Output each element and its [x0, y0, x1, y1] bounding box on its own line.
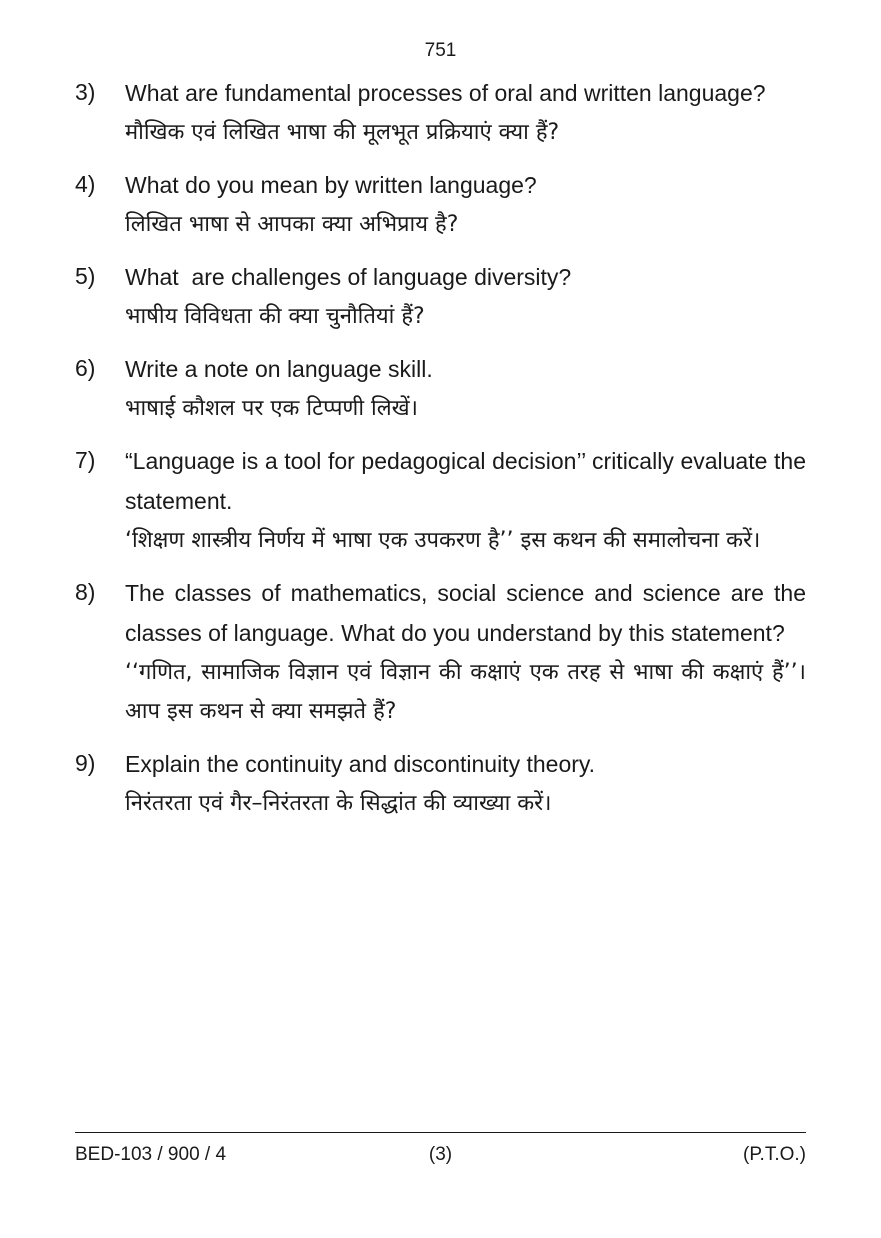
question-text-english: Write a note on language skill.: [125, 356, 433, 382]
question-number: 3): [75, 79, 96, 105]
question-text-hindi: लिखित भाषा से आपका क्या अभिप्राय है?: [125, 212, 459, 237]
question-text-english: “Language is a tool for pedagogical decision’’ critically evaluate the statement.: [125, 448, 813, 514]
page-footer: [75, 1143, 806, 1167]
question-body: [125, 573, 813, 731]
question-text-hindi: ‘‘गणित, सामाजिक विज्ञान एवं विज्ञान की कक्षाएं एक तरह से भाषा की कक्षाएं हैं’’। आप इस कथन से क्या समझते हैं?: [125, 660, 806, 724]
question-number: 4): [75, 171, 96, 197]
question-number: 8): [75, 579, 96, 605]
question-number: 9): [75, 750, 96, 776]
footer-divider: [75, 1132, 806, 1133]
question-text-hindi: भाषाई कौशल पर एक टिप्पणी लिखें।: [125, 396, 418, 421]
question-text-hindi: भाषीय विविधता की क्या चुनौतियां हैं?: [125, 304, 425, 329]
question-text-hindi: मौखिक एवं लिखित भाषा की मूलभूत प्रक्रियाएं क्या हैं?: [125, 120, 560, 145]
question-text-english: What are challenges of language diversity?: [125, 264, 572, 290]
sheet-number: (3): [428, 1144, 453, 1165]
question-text-english: Explain the continuity and discontinuity theory.: [125, 751, 596, 777]
question-text-english: The classes of mathematics, social science and science are the classes of language. What do you understand by this statement?: [125, 580, 813, 646]
question-text-english: What are fundamental processes of oral and written language?: [125, 80, 766, 106]
question-text-english: What do you mean by written language?: [125, 172, 537, 198]
question-body: [125, 349, 806, 428]
question-number: 6): [75, 355, 96, 381]
question-item: [75, 744, 806, 823]
question-body: [125, 165, 806, 244]
question-list: [75, 73, 813, 836]
paper-code: BED-103 / 900 / 4: [75, 1144, 227, 1165]
question-number: 7): [75, 447, 96, 473]
question-item: [75, 257, 806, 336]
question-item: [75, 349, 806, 428]
question-item: [75, 73, 806, 152]
question-body: [125, 744, 806, 823]
page-number: 751: [424, 40, 457, 61]
question-body: [125, 257, 806, 336]
question-body: [125, 441, 813, 560]
question-number: 5): [75, 263, 96, 289]
question-text-hindi: निरंतरता एवं गैर–निरंतरता के सिद्धांत की व्याख्या करें।: [125, 791, 552, 816]
question-body: [125, 73, 806, 152]
question-item: [75, 165, 806, 244]
question-text-hindi: ‘शिक्षण शास्त्रीय निर्णय में भाषा एक उपकरण है’’ इस कथन की समालोचना करें।: [125, 528, 761, 553]
question-item: [75, 573, 813, 731]
pto-label: (P.T.O.): [743, 1144, 806, 1165]
question-item: [75, 441, 813, 560]
